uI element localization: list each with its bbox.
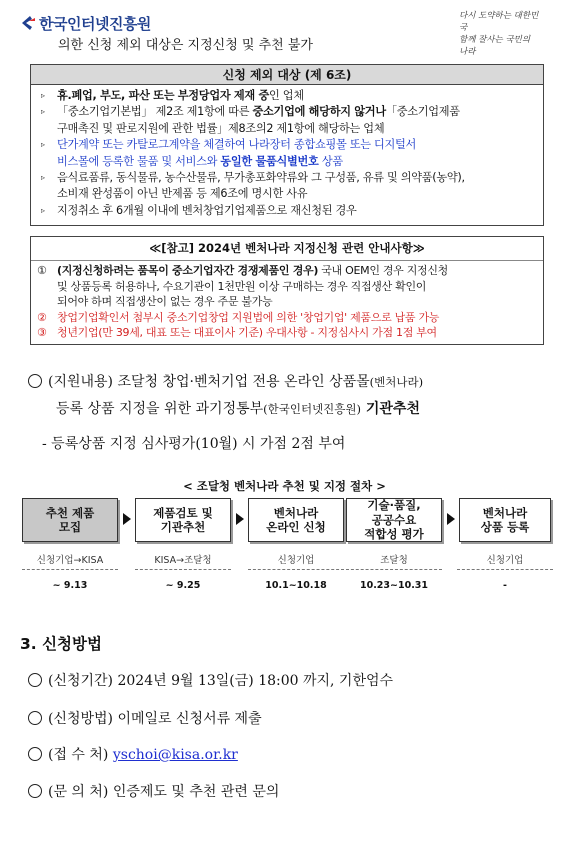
exclusion-item-4-line-2: 소비재 완성품이 아닌 반제품 등 제6조에 명시한 사유 [57, 187, 308, 201]
kisa-logo [20, 12, 151, 34]
procedure-step [248, 498, 344, 542]
arrow-right-icon [123, 513, 131, 525]
receipt-email-link[interactable]: yschoi@kisa.or.kr [112, 747, 238, 763]
procedure-title: < 조달청 벤처나라 추천 및 지정 절차 > [183, 479, 386, 493]
exclusion-item-3-line-1: 단가계약 또는 카탈로그계약을 체결하여 나라장터 종합쇼핑몰 또는 디지털서 [57, 138, 417, 152]
reference-number: ② [37, 310, 47, 324]
arrow-right-icon [236, 513, 244, 525]
step-label: 추천 제품 [45, 505, 95, 520]
application-period [28, 670, 393, 690]
exclusion-item [41, 88, 537, 104]
step-label: 온라인 신청 [266, 520, 326, 534]
procedure-step [346, 498, 442, 542]
exclusion-item-3-line-2-a: 비스몰에 등록한 물품 및 서비스와 [57, 154, 221, 168]
support-line-1 [28, 371, 423, 391]
step-divider [457, 569, 553, 570]
application-receipt [28, 744, 238, 764]
reference-divider [31, 260, 543, 261]
exclusion-box [30, 64, 544, 226]
reference-item [37, 310, 537, 326]
triangle-bullet-icon: ▹ [41, 91, 45, 100]
circle-bullet-icon [28, 374, 42, 388]
reference-item-1-text: 국내 OEM인 경우 지정신청 [318, 264, 448, 277]
government-slogan [459, 10, 539, 58]
step-actor: 신청기업 [486, 555, 524, 566]
triangle-bullet-icon: ▹ [41, 107, 45, 117]
exclusion-item-3-bold: 동일한 물품식별번호 [220, 154, 319, 168]
exclusion-item-2-text-a: 「중소기업기본법」 제2조 제1항에 따른 [57, 105, 253, 119]
support-text-2: 등록 상품 지정을 위한 과기정통부 [56, 401, 264, 417]
step-date: - [503, 580, 507, 591]
support-text-2-bold: 기관추천 [361, 401, 420, 417]
reference-notice-box [30, 236, 544, 345]
exclusion-item [41, 170, 537, 203]
step-date: 10.23~10.31 [359, 580, 429, 591]
step-label: 공공수요 [371, 512, 417, 527]
step-divider [22, 569, 118, 570]
reference-item-3-text: 청년기업(만 39세, 대표 또는 대표이사 기준) 우대사항 - 지정심사시 가점 1점 부여 [57, 326, 437, 340]
exclusion-item-3-line-2-b: 상품 [318, 154, 343, 168]
procedure-step [459, 498, 551, 542]
section-title: 3. 신청방법 [20, 635, 102, 653]
reference-item [37, 263, 537, 310]
step-divider [135, 569, 231, 570]
step-label: 기술·품질, [367, 498, 421, 513]
support-text-1: 조달청 창업·벤처기업 전용 온라인 상품몰 [113, 374, 370, 390]
arrow-right-icon [447, 513, 455, 525]
step-actor: 조달청 [380, 555, 408, 566]
circle-bullet-icon [28, 747, 42, 761]
intro-line: 의한 신청 제외 대상은 지정신청 및 추천 불가 [58, 38, 313, 53]
support-sub-line: - 등록상품 지정 심사평가(10월) 시 가점 2점 부여 [42, 436, 346, 452]
exclusion-item-2-bold: 중소기업에 해당하지 않거나 [252, 105, 386, 119]
reference-item-2-text: 창업기업확인서 첨부시 중소기업창업 지원법에 의한 '창업기업' 제품으로 납품 가능 [57, 310, 440, 324]
step-date: 10.1~10.18 [265, 580, 327, 591]
exclusion-box-title: 신청 제외 대상 (제 6조) [31, 65, 543, 85]
exclusion-list [31, 85, 543, 219]
step-label: 상품 등록 [480, 520, 530, 534]
kisa-logo-icon [20, 15, 36, 31]
application-period-text: (신청기간) 2024년 9월 13일(금) 18:00 까지, 기한엄수 [48, 673, 394, 689]
step-label: 기관추천 [160, 520, 206, 534]
exclusion-item-2-line-2: 구매촉진 및 판로지원에 관한 법률」제8조의2 제1항에 해당하는 업체 [57, 121, 385, 135]
exclusion-item [41, 203, 537, 219]
receipt-label: (접 수 처) [48, 747, 113, 763]
circle-bullet-icon [28, 673, 42, 687]
step-label: 제품검토 및 [153, 505, 213, 520]
step-divider [346, 569, 442, 570]
step-actor: 신청기업 [277, 555, 315, 566]
step-actor: 신청기업→KISA [36, 555, 104, 566]
reference-item-1-line-3: 되어야 하며 직접생산이 없는 경우 주문 불가능 [57, 295, 273, 309]
procedure-step [135, 498, 231, 542]
exclusion-item [41, 137, 537, 170]
reference-list [31, 263, 543, 341]
step-label: 벤처나라 [482, 505, 528, 520]
step-date: ~ 9.25 [165, 580, 201, 591]
step-label: 적합성 평가 [364, 527, 424, 542]
step-divider [248, 569, 344, 570]
reference-box-title: ≪[참고] 2024년 벤처나라 지정신청 관련 안내사항≫ [149, 241, 425, 255]
logo-text: 한국인터넷진흥원 [39, 14, 151, 33]
support-text-1-small: (벤처나라) [369, 375, 424, 389]
reference-item-1-line-2: 및 상품등록 허용하나, 수요기관이 1천만원 이상 구매하는 경우 직접생산 확인이 [57, 279, 427, 293]
circle-bullet-icon [28, 784, 42, 798]
triangle-bullet-icon: ▹ [41, 173, 45, 183]
application-method-text: (신청방법) 이메일로 신청서류 제출 [48, 711, 262, 727]
exclusion-item-4-line-1: 음식료품류, 동식물류, 농수산물류, 무가총포화약류와 그 구성품, 유류 및 의약품(농약), [57, 171, 465, 185]
application-inquiry [28, 781, 279, 801]
exclusion-item-1-bold: 휴.폐업, 부도, 파산 또는 부정당업자 제재 중 [57, 89, 270, 102]
procedure-step [22, 498, 118, 542]
support-line-2 [56, 398, 420, 418]
reference-number: ① [37, 264, 47, 277]
reference-item [37, 325, 537, 341]
circle-bullet-icon [28, 711, 42, 725]
slogan-line-2: 함께 잘사는 국민의 나라 [459, 35, 531, 57]
triangle-bullet-icon: ▹ [41, 140, 45, 150]
inquiry-text: (문 의 처) 인증제도 및 추천 관련 문의 [48, 784, 280, 800]
exclusion-item-1-text: 인 업체 [269, 89, 304, 102]
application-method [28, 708, 262, 728]
reference-item-1-bold: (지정신청하려는 품목이 중소기업자간 경쟁제품인 경우) [57, 264, 319, 277]
step-label: 벤처나라 [273, 505, 319, 520]
support-text-2-small: (한국인터넷진흥원) [263, 402, 361, 416]
exclusion-item-5-text: 지정취소 후 6개월 이내에 벤처창업기업제품으로 재신청된 경우 [57, 203, 357, 217]
slogan-line-1: 다시 도약하는 대한민국 [459, 11, 539, 33]
step-actor: KISA→조달청 [154, 555, 212, 566]
exclusion-item-2-text-b: 「중소기업제품 [385, 105, 460, 119]
step-label: 모집 [58, 520, 82, 534]
triangle-bullet-icon: ▹ [41, 205, 45, 215]
support-label: (지원내용) [48, 374, 114, 390]
step-date: ~ 9.13 [52, 580, 88, 591]
reference-number: ③ [37, 326, 47, 340]
exclusion-item [41, 104, 537, 137]
